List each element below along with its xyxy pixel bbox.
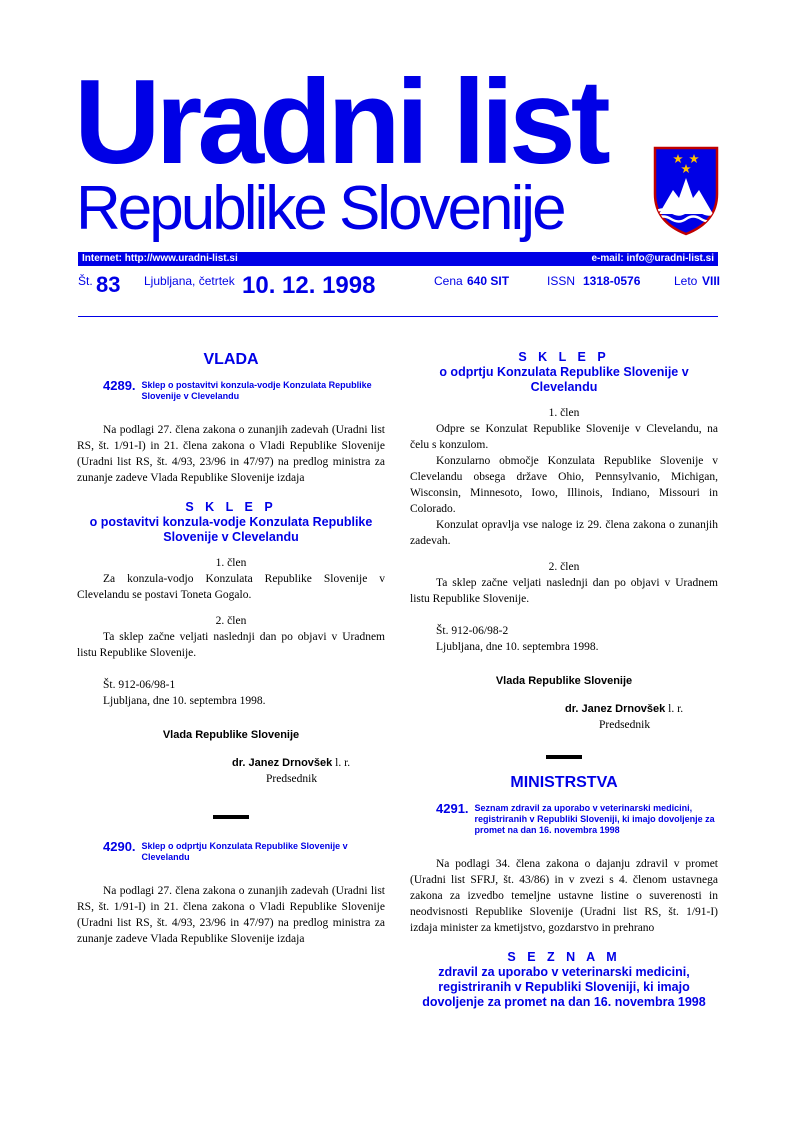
issue-st-label: Št. [78, 274, 93, 288]
signer-suffix: l. r. [668, 703, 684, 715]
article-text: Za konzula-vodjo Konzulata Republike Slovenije v Clevelandu se postavi Toneta Gogalo. [77, 573, 385, 601]
issue-number: 83 [96, 272, 121, 297]
section-title-ministrstva: MINISTRSTVA [510, 774, 618, 791]
section-divider [213, 815, 249, 819]
preamble-paragraph: Na podlagi 27. člena zakona o zunanjih zadevah (Uradni list RS, št. 1/91-I) in 21. člena zakona o Vladi Republike Slovenije (Uradni list RS, št. 4/93, 23/96 in 47/97) na predlog ministra za zunanje zadeve Vlada Republike Slovenije izdaja [77, 885, 385, 945]
act-name: o odprtju Konzulata Republike Slovenije v Clevelandu [439, 365, 689, 394]
act-heading [410, 350, 718, 395]
article-label: 1. člen [215, 557, 247, 569]
issue-date: 10. 12. 1998 [242, 272, 376, 299]
entry-number: 4291. [436, 801, 469, 816]
article-label: 1. člen [548, 407, 580, 419]
reference-date: Ljubljana, dne 10. septembra 1998. [103, 695, 266, 707]
signer-name: dr. Janez Drnovšek [232, 757, 333, 769]
act-kind: S E Z N A M [507, 950, 621, 964]
reference-number: Št. 912-06/98-2 [436, 625, 509, 637]
article-text: Ta sklep začne veljati naslednji dan po objavi v Uradnem listu Republike Slovenije. [77, 631, 385, 659]
year-label: Leto [674, 274, 698, 288]
year-value: VIII [702, 274, 721, 288]
act-kind: S K L E P [185, 500, 277, 514]
government-signature: Vlada Republike Slovenije [162, 729, 300, 741]
entry-number: 4290. [103, 839, 136, 854]
article-text: Konzularno območje Konzulata Republike Slovenije v Clevelandu obsega države Ohio, Pennsylvanio, Michigan, Wisconsin, Minnesoto, Iowo, Illinois, Indiano, Missouri in Colorado. [410, 455, 718, 515]
issue-info-row [78, 272, 721, 308]
masthead-info-bar [78, 252, 718, 266]
email-address[interactable]: e-mail: info@uradni-list.si [591, 253, 714, 264]
article-label: 2. člen [215, 615, 247, 627]
issue-place-day: Ljubljana, četrtek [144, 274, 235, 288]
reference-date: Ljubljana, dne 10. septembra 1998. [436, 641, 599, 653]
entry-title: Seznam zdravil za uporabo v veterinarski medicini, registriranih v Republiki Sloveniji, ki imajo dovoljenje za promet na dan 16. novembra 1998 [474, 803, 715, 835]
signer-role: Predsednik [266, 773, 318, 785]
reference-number: Št. 912-06/98-1 [103, 679, 176, 691]
entry-4290 [103, 839, 385, 863]
signer-name: dr. Janez Drnovšek [565, 703, 666, 715]
slovenia-coat-of-arms-icon [651, 144, 721, 236]
masthead-title: Uradni list [74, 55, 606, 189]
masthead-subtitle: Republike Slovenije [76, 174, 564, 243]
preamble-paragraph: Na podlagi 27. člena zakona o zunanjih zadevah (Uradni list RS, št. 1/91-I) in 21. člena zakona o Vladi Republike Slovenije (Uradni list RS, št. 4/93, 23/96 in 47/97) na predlog ministra za zunanje zadeve Vlada Republike Slovenije izdaja [77, 424, 385, 484]
act-kind: S K L E P [518, 350, 610, 364]
signature-block [410, 701, 718, 733]
article-text: Odpre se Konzulat Republike Slovenije v Clevelandu, na čelu s konzulom. [410, 423, 718, 451]
issn-value: 1318-0576 [583, 274, 641, 288]
preamble-paragraph: Na podlagi 34. člena zakona o dajanju zdravil v promet (Uradni list SFRJ, št. 43/86) in v zvezi s 4. členom ustavnega zakona za izvedbo temeljne ustavne listine o suverenosti in neodvisnosti Republike Slovenije (Uradni list RS, št. 1/91-I) izdaja minister za kmetijstvo, gozdarstvo in prehrano [410, 858, 718, 934]
act-name: o postavitvi konzula-vodje Konzulata Republike Slovenije v Clevelandu [89, 515, 373, 544]
price-label: Cena [434, 274, 463, 288]
signature-block [77, 755, 385, 787]
right-column [410, 348, 718, 1020]
left-column [77, 348, 385, 947]
article-text: Konzulat opravlja vse naloge iz 29. člena zakona o zunanjih zadevah. [410, 519, 718, 547]
act-heading [410, 950, 718, 1010]
issn-label: ISSN [547, 274, 576, 288]
section-divider [546, 755, 582, 759]
government-signature: Vlada Republike Slovenije [495, 675, 633, 687]
entry-title: Sklep o postavitvi konzula-vodje Konzulata Republike Slovenije v Clevelandu [141, 380, 372, 401]
act-name: zdravil za uporabo v veterinarski medicini, registriranih v Republiki Sloveniji, ki imajo dovoljenje za promet na dan 16. novembra 1998 [422, 965, 706, 1009]
section-title-vlada: VLADA [203, 351, 259, 368]
article-label: 2. člen [548, 561, 580, 573]
signer-role: Predsednik [599, 719, 651, 731]
entry-title: Sklep o odprtju Konzulata Republike Slovenije v Clevelandu [141, 841, 348, 862]
header-rule [78, 316, 718, 317]
signer-suffix: l. r. [335, 757, 351, 769]
act-heading [77, 500, 385, 545]
entry-4289 [103, 378, 385, 402]
internet-address[interactable]: Internet: http://www.uradni-list.si [82, 253, 238, 264]
entry-number: 4289. [103, 378, 136, 393]
price-value: 640 SIT [467, 274, 510, 288]
article-text: Ta sklep začne veljati naslednji dan po objavi v Uradnem listu Republike Slovenije. [410, 577, 718, 605]
entry-4291 [436, 801, 718, 836]
